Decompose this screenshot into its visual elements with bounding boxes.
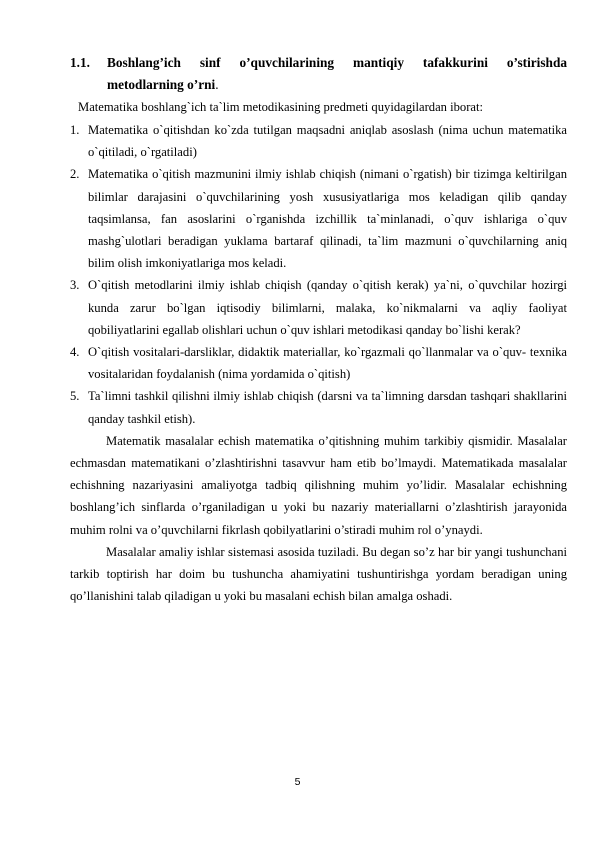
section-heading: [70, 52, 567, 96]
list-item: [70, 341, 567, 385]
subject-list: [70, 119, 567, 430]
list-item: [70, 163, 567, 274]
page-number: 5: [294, 776, 301, 788]
body-paragraph: Matematik masalalar echish matematika o’qitishning muhim tarkibiy qismidir. Masalalar echmasdan matematikani o’zlashtirishni tasavvur ham etib bo’lmaydi. Matematikada masalalar echishning nazariyasini amaliyotga tadbiq qilishning muhim yo’lidir. Masalalar echishning boshlang’ich sinflarda o’rganiladigan u yoki bu nazariy materiallarni o’zlashtirish jarayonida muhim rolni va o’quvchilarni fikrlash qobilyatlarini o’stiradi muhim rol o’ynaydi.: [70, 433, 567, 537]
list-item-number: 3.: [70, 278, 80, 293]
list-item-text: Matematika o`qitish mazmunini ilmiy ishlab chiqish (nimani o`rgatish) bir tizimga keltirilgan bilimlar darajasini o`quvchilarining yosh xususiyatlariga mos keladigan qilib qanday taqsimlansa, fan asoslarini o`rganishda izchillik ta`minlanadi, o`quv ishlariga o`quv mashg`ulotlari beradigan yuklama bartaraf qilinadi, ta`lim mazmuni o`quvchilarning aniq bilim olish imkoniyatlariga mos keladi.: [88, 167, 567, 271]
section-title-wrap: [107, 52, 567, 96]
list-item-text: Ta`limni tashkil qilishni ilmiy ishlab chiqish (darsni va ta`limning darsdan tashqari shakllarini qanday tashkil etish).: [88, 389, 567, 426]
list-item-number: 4.: [70, 345, 80, 360]
list-item-text: Matematika o`qitishdan ko`zda tutilgan maqsadni aniqlab asoslash (nima uchun matematika o`qitiladi, o`rgatiladi): [88, 123, 567, 160]
list-item-text: O`qitish metodlarini ilmiy ishlab chiqish (qanday o`qitish kerak) ya`ni, o`quvchilar hozirgi kunda zarur bo`lgan iqtisodiy bilimlarni, malaka, ko`nikmalarni va aqliy faoliyat qobiliyatlarini egallab olishlari uchun o`quv ishlari metodikasi qanday bo`lishi kerak?: [88, 278, 567, 337]
list-item-number: 1.: [70, 123, 80, 137]
body-paragraph: Masalalar amaliy ishlar sistemasi asosida tuziladi. Bu degan so’z har bir yangi tushunchani tarkib toptirish har doim bu tushuncha ahamiyatini tushuntirishga yordam beradigan uning qo’llanishini talab qiladigan u yoki bu masalani echish bilan amalga oshadi.: [70, 544, 567, 604]
section-number: 1.1.: [70, 55, 90, 70]
document-page: [70, 52, 567, 607]
list-item-number: 2.: [70, 167, 80, 182]
list-item: [70, 385, 567, 429]
section-title-tail: .: [215, 77, 219, 92]
intro-text: Matematika boshlang`ich ta`lim metodikasining predmeti quyidagilardan iborat:: [78, 100, 483, 114]
section-title: Boshlang’ich sinf o’quvchilarining mantiqiy tafakkurini o’stirishda metodlarning o’rni: [107, 55, 567, 92]
list-item: [70, 119, 567, 163]
list-item-number: 5.: [70, 389, 80, 404]
list-item: [70, 274, 567, 341]
list-item-text: O`qitish vositalari-darsliklar, didaktik materiallar, ko`rgazmali qo`llanmalar va o`quv- texnika vositalaridan foydalanish (nima yordamida o`qitish): [88, 345, 567, 382]
